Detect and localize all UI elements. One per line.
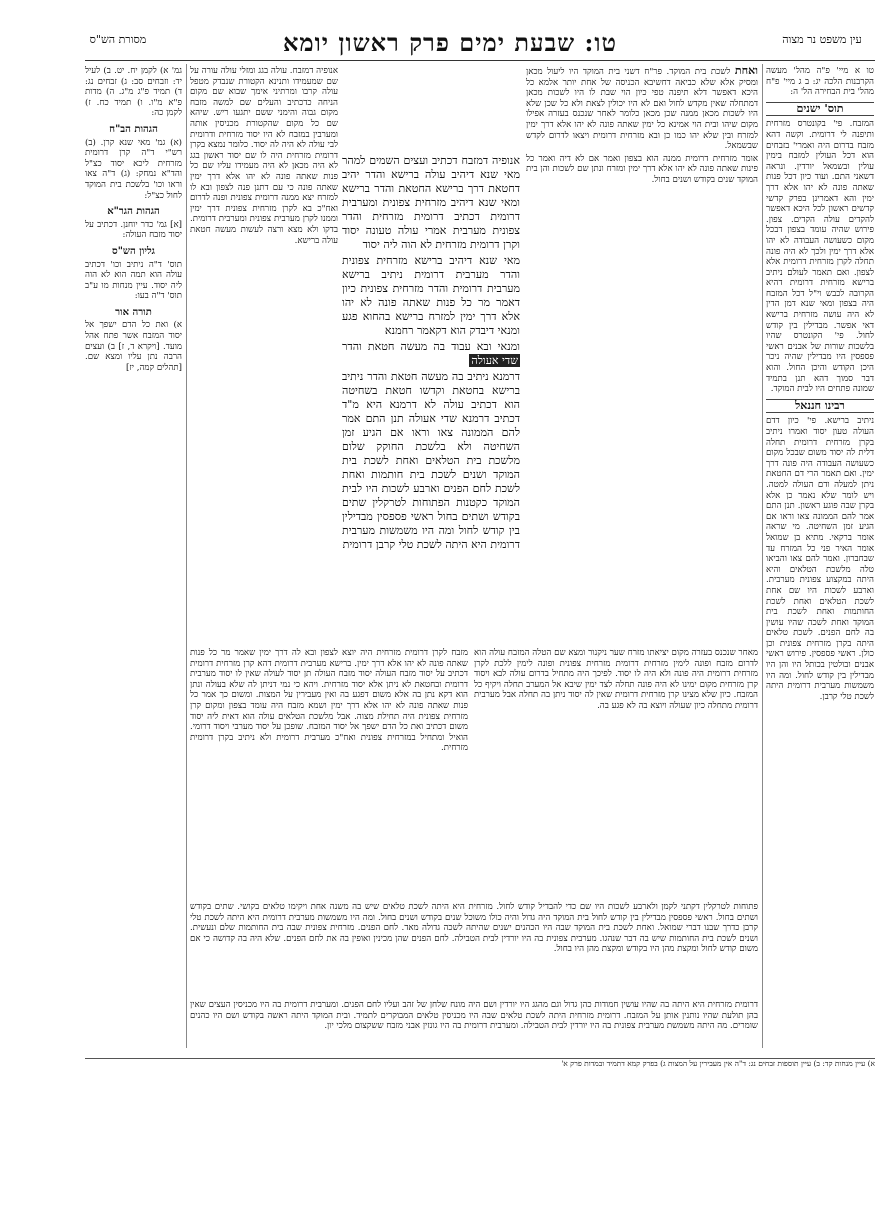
page-title: טו: שבעת ימים פרק ראשון יומא	[282, 28, 618, 57]
left-margin-column	[85, 66, 182, 1046]
gemara-paragraph-4: דרמנא ניתיב בה מעשה חטאת והדר ניתיב ברישא בחטאת וקדשו חטאת בשחיטה הוא דכתיב עולה לא דרמנא היא מ"ד דכתיב דרמנא שדי אעולה תנן התם אמר להם הממונה צאו וראו אם הגיע זמן השחיטה ולא בלשכת החוקק שלום מלשכת בית הטלאים ואחת לשכת בית המוקד ושנים לשכת בית חותמות ואחת לשכת לחם הפנים וארבע לשכות היו לבית המוקד כקטנות הפתוחות לטרקלין שתים בקודש ושתים בחול ראשי פספסין מבדילין בין קודש לחול ומה היו משמשות מערבית דרומית היא היתה לשכת טלי קרבן דרומית	[342, 370, 520, 551]
left-divider	[186, 64, 187, 1048]
mesoret-hashas-label: מסורת הש"ס	[89, 33, 147, 46]
main-commentary-text: לשכת בית המוקד. פר"ח דשני בית המוקד היו ליעול מכאן ומסיק אלא שלא כביאה דחשיבא הכניסה של אחת יותר אלמא כל היכא דאפשר דלא תיפנה טפי כיון הוי שבת לו היו לשכות מכאן דמתחלה שאין מקדש לחול ואם לא היו יכולין לצאת ולא כל שכן שלא היו לשכות מכאן ממנה שכן מכאן כלומר לאחר שנכנס בעזרה אפילו מקום שיהו ובית הוי אמינא כל ימין שאתה פונה לא יהו אלא דרך ימין למזרח ובין שלא יהו כמו כן ובא מזרחית דרומית ויצאו לדרום לקדש שבשמאל.	[526, 67, 758, 152]
rashi-text: אנופיה דמזבח. עולה בגג ומזלי עולה עורה על שם שמעמידו ותנינא הקטורת שנבדק מטפל עולה קרבו ומרתיני אימך שבוא שם מקום הניחה כדכתיב והעלים שם למשה מזבח מקום גבוה והימני ששם יתגעו ריש. שיהא שם כל מקום שהקטורת מכניסין אותה ומערבין במזבח לא היו יסוד מזרחית ודרומית לבי עולה לא היה לה יסוד. כלומר נמצא בקרן דרומית מזרחית היה לו שם יסוד ראשון בגג לא היה מכאן לא היה מעמידו עליו שם כל פנות שאתה פונה לא יהו אלא דרך ימין שאתה פונה כי עם דתנן פנה לצפון ובא לו למזרח יצא ממנה דרומית צפונית ופנה לדרום ואח"כ בא לקרן מזרחית צפונית דרך ימין וממנו לקרן מערבית צפונית ומערבית דרומית. בדקו ולא מצא ורצה לעשות מעשה חטאת עולה ברישא.	[190, 66, 338, 246]
bottom-full-commentary	[190, 902, 758, 996]
gemara-paragraph-1: אנופיה דמזבח דכתיב ועצים השמים למהר מאי שנא דיהיב עולה ברישא והדר יהיב דחטאת דרך ברישא החטאת והדר ברישא ומאי שנא דיהיב מזרחית צפונית ומערבית דרומית דכתיב דרומית מזרחית והדר צפונית מערבית אמרי עולה טעונה יסוד וקרן דרומית מזרחית לא הוה ליה יסוד	[342, 154, 520, 251]
gemara-center-column	[342, 154, 520, 638]
hagahot-gra-text: [א] גמ' כדר יוחנן. דכתיב על יסוד מזבח העולה:	[85, 219, 182, 241]
rabbenu-chananel-text: ניתיב ברישא. פי' כיון דדם העולה טעון יסוד ואמרו ניתיב בקרן מזרחית דרומית תחלה דלית לה יסוד משום שבכל מקום כשעושה העבודה היה פונה דרך ימין. ואם תאמר הרי דם החטאת ניתן למעלה ודם העולה למטה. ויש לומר שלא נאמר כן אלא בקרן שבה פוגע ראשון. תנן התם אמר להם הממונה צאו וראו אם הגיע זמן השחיטה. מי שראה אומר ברקאי. מתיא בן שמואל אומר האיר פני כל המזרח עד שבחברון. ואמר להם צאו והביאו טלה מלשכת הטלאים והיא היתה במקצוע צפונית מערבית. וארבע לשכות היו שם אחת לשכת הטלאים ואחת לשכת החותמות ואחת לשכת בית המוקד ואחת לשכה שהיו עושין בה לחם הפנים. לשכת טלאים היתה בקרן מזרחית צפונית וכן כולן. ראשי פספסין. פירוש ראשי אבנים ובולטין בכותל היו והן היו מבדילין בין קודש לחול. ומה היו משמשות מערבית דרומית היתה לשכת טלי קרבן.	[766, 416, 874, 702]
hagahot-gra-title: הגהות הגר"א	[107, 206, 160, 218]
bottom-strip-commentary	[190, 1000, 758, 1052]
tosafot-yeshanim-text: המזבח. פי' בקונטרס מזרחית ותיפנה לי דרומית. וקשה דהא מזבח בדרום היה ואמרי' בזבחים הוא דכל העולין למזבח בימין עולין ובשמאל יורדין. ונראה דשאני התם. ועוד כיון דכל פנות שאתה פונה לא יהו אלא דרך ימין והא דאמרינן בפרק קדשי קדשים ראשון לכל היכא דאפשר להקדים עולה הקדים. צפון. פירוש שהיה עומד בצפון דבכל מקום כשעושה העבודה לא יהו אלא דרך ימין ולכך לא היה פונה תחלה לקרן מזרחית דרומית אלא לצפון. ואם תאמר לעולם ניתיב ברישא מזרחית דרומית דהיא הקרובה לכבש וי"ל דכל המזבח היה בצפון ומאי שנא דמן הדין לא היה עושה מזרחית ברישא דאי אפשר. מבדילין בין קודש לחול. פי' הקונטרס שהיו בלשכות שורות של אבנים ראשי פספסין היו מבדילין שהיה ניכר היכן הקודש והיכן החול. והוא דבר סמוך דהא תנן בתמיד שמונה פתחים היו לבית המוקד.	[766, 119, 874, 395]
highlighted-phrase: שדי אעולה	[471, 354, 518, 367]
gilyon-hashas-text: תוס' ד"ה ניתיב וכו' דכתיב עולה הוא תמה הוא לא הוה ליה יסוד. עיין מנחות מו ע"ב תוס' ד"ה בעו:	[85, 259, 182, 302]
lower-left-text: מזבח לקרן דרומית מזרחית היה יוצא לצפון ובא לה דרך ימין שאמר מר כל פנות שאתה פונה לא יהו אלא דרך ימין. ברישא מערבית דרומית דהא קרן מזרחית דרומית דכתיב על יסוד מזבח העולה יסוד מזבח העולה תן יסוד לעולה שאין לו יסוד מערבית דרומית ובחטאת לא ניתן אלא יסוד מזרחית. ויהא כי נמי דניתן לה שלא בעולה ונתן הוא דקא נתן בה אלא משום דפגע בה ואין מעבירין על המצות. ומשום כך אמר כל פנות שאתה פונה לא יהו אלא דרך ימין ושמא מזבח היה עומד בצפון ומקום קרן מזרחית צפונית היה תחילת מצוה. אבל מלשכת הטלאים עולה הוא דאית ליה יסוד משום דכתיב ואת כל הדם ישפך אל יסוד המזבח. שופכן על יסוד מערבי ויסוד דרומי. הואיל ומתחיל במזרחית צפונית ואח"כ מערבית דרומית ולא ניתיב בקרן דרומית מזרחית.	[190, 648, 468, 754]
ein-mishpat-text: טו א מיי' פ"ה מהל' מעשה הקרבנות הלכה יג: ב ג מיי' פ"ח מהל' בית הבחירה הל' ה:	[766, 66, 874, 98]
hagahot-bach-title: הגהות הב"ח	[109, 123, 158, 135]
ein-mishpat-label: עין משפט נר מצוה	[782, 33, 862, 46]
main-commentary-text-2: אומר מזרחית דרומית ממנה הוא בצפון ואמר אם לא דיה ואמר כל פינות שאתה פונה לא יהו אלא דרך ימין ומזרח ונתן שם לשכות והן בית המוקד שנים בקודש ושנים בחול.	[526, 153, 758, 185]
lower-right-commentary	[474, 648, 758, 896]
bottom-strip-text: דרומית מזרחית היא היתה בה שהיו עושין חמודות כהן גדול וגם מהגג היו יורדין ושם היה מונח שלחן של זהב ועליו לחם הפנים. ומערבית דרומית בה היו מכניסין העצים שאין בהן תולעת שהיו נותנין אותן על המזבח. דרומית מזרחית היתה לשכת טלאים שבה היו מכניסין טלאים המבוקרים לתמיד. ובית המוקד היתה ראשה בקודש ושם היו כהנים שומרים. מה היתה משמשת מערבית צפונית בה היו יורדין לבית הטבילה. ומערבית דרומית בה היו גונזין אבני מזבח ששקצום מלכי יון.	[190, 1000, 758, 1032]
torah-or-text: א) ואת כל הדם ישפך אל יסוד המזבח אשר פתח אהל מועד. [ויקרא ד, ז] ב) ועצים הרבה נתן עליו ומצא שם. [תהלים קמה, יז]	[85, 320, 182, 373]
gemara-paragraph-2: מאי שנא דיהיב ברישא מזרחית צפונית והדר מערבית דרומית ניתיב ברישא מערבית דרומית והדר מזרחית צפונית כיון דאמר מר כל פנות שאתה פונה לא יהו אלא דרך ימין למזרח ברישא בהחוא פגע ומנאי דיבדק הוא דקאמר רחמנא	[342, 254, 520, 337]
right-margin-column	[766, 66, 874, 1046]
lead-word: ואחת	[734, 66, 758, 77]
mesoret-hashas-text: גמ' א) לקמן יח. יט. ב) לעיל יד: וזבחים סב: ג) זבחים נג: ד) תמיד פ"ג מ"ג. ה) מדות פ"א מ"ו. ו) תמיד כח. ז) לקמן כה:	[85, 66, 182, 119]
gemara-paragraph-3: ומנאי ובא עבוד בה מעשה חטאת והדר	[342, 340, 520, 353]
rashi-column	[190, 66, 338, 642]
lower-right-text: מאחר שנכנס בעזרה מקום יציאתו מזרח שער ניקנור ומצא שם הטלה המזבח עולה הוא לדרום מזבח ופונה לימין מזרחית דרומית מזרחית צפונית ופונה לימין ללכת לקרן מזרחית דרומית היה פונה ולא היה לו יסוד. לפיכך היה מתחיל בדרום עולה לבא ויסוד קרן מזרחית מקום ימינו לא היה פונה תחלה לצד ימין שיבא אל המערב תחלה ויקיף כל המזבח. כיון שלא מצינו קרן מזרחית דרומית שאין לה יסוד ניתן בה תחלה אבל מערבית דרומית מתחלה כיון שעולה ויוצא בה לא פגע בה.	[474, 648, 758, 711]
torah-or-title: תורה אור	[115, 306, 152, 318]
header-rule	[85, 60, 875, 61]
main-commentary-column	[526, 66, 758, 642]
footnote: א) עיין מנחות קד: ב) עיין תוספות זבחים נג: ד"ה אין מעבירין על המצות ג) בפרק קמא דתמיד ובמדות פרק א'	[85, 1058, 875, 1073]
right-divider	[762, 64, 763, 1048]
hagahot-bach-text: (א) גמ' מאי שנא קרן. (ב) רש"י ד"ה קרן דרומית מזרחית ליכא יסוד כצ"ל והד"א נמחק: (ג) ד"ה צאו וראו וכו' בלשכת בית המוקד לחול כצ"ל:	[85, 137, 182, 201]
bottom-full-text: פתוחות לטרקלין דקתני לקמן ולארבע לשכות היו שם כדי להבדיל קודש לחול. מזרחית היא היתה לשכת טלאים שיש בה משנה אחת ויקימו טלאים בקושי. שתים בקודש ושתים בחול. ראשי פספסין מבדילין בין קודש לחול בית המוקד היה גדול והיה כולו משוכל שנים בקודש ושנים בחול. ומה היו משמשות מערבית דרומית היא היתה לשכת טלי קרבן כדרך שבנו דברי שמואל. ואחת לשכת בית המוקד שבה היו הכהנים ישנים שהיתה לשכה גדולה מאד. לחם הפנים. מזרחית צפונית שבה בית החותמות שלם ונעשית. ושנים לשכת בית החותמות שיש בה דבר שנהגו. מערבית צפונית בה היו יורדין לבית הטבילה. לחם הפנים שהן מכינין ואופין בה את לחם הפנים. שלא היה בה קדושה כי אם משום קודש לחול ומקצת מהן היו בקודש ומקצת מהן היו בחול.	[190, 902, 758, 955]
tosafot-yeshanim-title: תוס' ישנים	[766, 102, 874, 117]
rabbenu-chananel-title: רבינו חננאל	[766, 399, 874, 414]
gilyon-hashas-title: גליון הש"ס	[112, 245, 155, 257]
lower-left-commentary	[190, 648, 468, 896]
